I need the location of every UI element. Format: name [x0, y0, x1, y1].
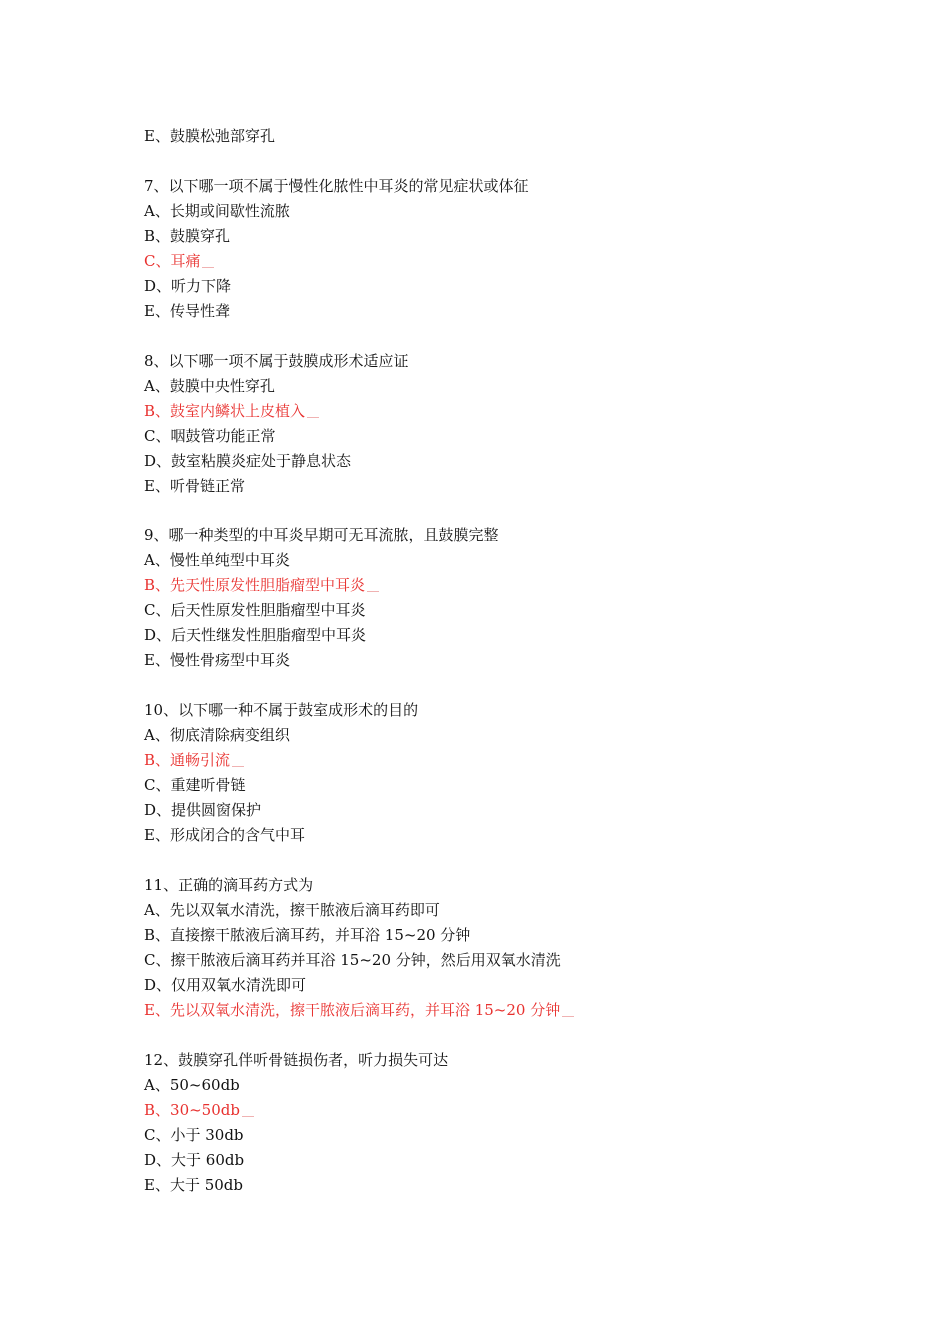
section-gap	[144, 149, 844, 174]
option-text: E、慢性骨疡型中耳炎	[144, 651, 290, 670]
option-text: B、30~50db	[144, 1100, 240, 1119]
option-text: D、后天性继发性胆脂瘤型中耳炎	[144, 626, 367, 645]
option-text: A、慢性单纯型中耳炎	[144, 551, 290, 570]
section-gap	[144, 1023, 844, 1048]
answer-marker	[562, 1015, 574, 1017]
option-text: C、擦干脓液后滴耳药并耳浴 15~20 分钟，然后用双氧水清洗	[144, 950, 561, 969]
option-text: D、提供圆窗保护	[144, 801, 262, 820]
question-list	[144, 124, 844, 1198]
option-text: B、鼓室内鳞状上皮植入	[144, 401, 306, 420]
answer-marker	[367, 590, 379, 592]
correct-answer-option	[144, 249, 844, 274]
option-text: E、大于 50db	[144, 1175, 244, 1194]
option-text: C、耳痛	[144, 251, 201, 270]
option-text: D、大于 60db	[144, 1150, 245, 1169]
option-item	[144, 374, 844, 399]
correct-answer-option	[144, 748, 844, 773]
answer-marker	[232, 765, 244, 767]
option-item	[144, 723, 844, 748]
option-item: E、鼓膜松弛部穿孔	[144, 127, 275, 145]
option-text: E、先以双氧水清洗，擦干脓液后滴耳药，并耳浴 15~20 分钟	[144, 1000, 561, 1019]
option-item	[144, 798, 844, 823]
option-item	[144, 449, 844, 474]
option-item	[144, 648, 844, 673]
option-item	[144, 299, 844, 324]
option-item	[144, 1173, 844, 1198]
answer-marker	[307, 416, 319, 418]
option-item	[144, 1073, 844, 1098]
section-gap	[144, 499, 844, 524]
option-item	[144, 224, 844, 249]
correct-answer-option	[144, 399, 844, 424]
correct-answer-option	[144, 998, 844, 1023]
option-item	[144, 199, 844, 224]
option-text: C、后天性原发性胆脂瘤型中耳炎	[144, 601, 366, 620]
option-item	[144, 623, 844, 648]
option-text: D、鼓室粘膜炎症处于静息状态	[144, 451, 352, 470]
option-text: A、鼓膜中央性穿孔	[144, 376, 275, 395]
option-text: A、长期或间歇性流脓	[144, 201, 290, 220]
option-text: B、通畅引流	[144, 751, 231, 770]
option-item	[144, 474, 844, 499]
option-text: C、小于 30db	[144, 1125, 244, 1144]
option-text: B、先天性原发性胆脂瘤型中耳炎	[144, 576, 366, 595]
option-text: A、先以双氧水清洗，擦干脓液后滴耳药即可	[144, 900, 440, 919]
option-item	[144, 948, 844, 973]
section-gap	[144, 848, 844, 873]
option-text: C、重建听骨链	[144, 776, 246, 795]
correct-answer-option	[144, 573, 844, 598]
question-title: 12、鼓膜穿孔伴听骨链损伤者，听力损失可达	[144, 1050, 449, 1069]
option-item	[144, 548, 844, 573]
option-item	[144, 823, 844, 848]
option-item	[144, 1123, 844, 1148]
answer-marker	[202, 266, 214, 268]
option-item	[144, 773, 844, 798]
option-item	[144, 898, 844, 923]
option-text: B、鼓膜穿孔	[144, 226, 231, 245]
option-item	[144, 1148, 844, 1173]
section-gap	[144, 324, 844, 349]
option-text: E、听骨链正常	[144, 476, 245, 495]
option-text: A、彻底清除病变组织	[144, 726, 290, 745]
question-title: 7、以下哪一项不属于慢性化脓性中耳炎的常见症状或体征	[144, 176, 529, 195]
option-item	[144, 923, 844, 948]
question-title: 9、哪一种类型的中耳炎早期可无耳流脓，且鼓膜完整	[144, 526, 499, 545]
option-item	[144, 424, 844, 449]
option-text: E、形成闭合的含气中耳	[144, 826, 305, 845]
question-title: 10、以下哪一种不属于鼓室成形术的目的	[144, 701, 419, 720]
option-text: D、听力下降	[144, 276, 232, 295]
question-title: 11、正确的滴耳药方式为	[144, 875, 314, 894]
correct-answer-option	[144, 1098, 844, 1123]
answer-marker	[242, 1115, 254, 1117]
option-item	[144, 973, 844, 998]
option-item	[144, 598, 844, 623]
option-text: C、咽鼓管功能正常	[144, 426, 276, 445]
option-text: A、50~60db	[144, 1075, 240, 1094]
option-text: B、直接擦干脓液后滴耳药，并耳浴 15~20 分钟	[144, 925, 471, 944]
option-text: D、仅用双氧水清洗即可	[144, 975, 307, 994]
question-title: 8、以下哪一项不属于鼓膜成形术适应证	[144, 351, 409, 370]
option-item	[144, 274, 844, 299]
option-text: E、传导性聋	[144, 301, 230, 320]
section-gap	[144, 673, 844, 698]
